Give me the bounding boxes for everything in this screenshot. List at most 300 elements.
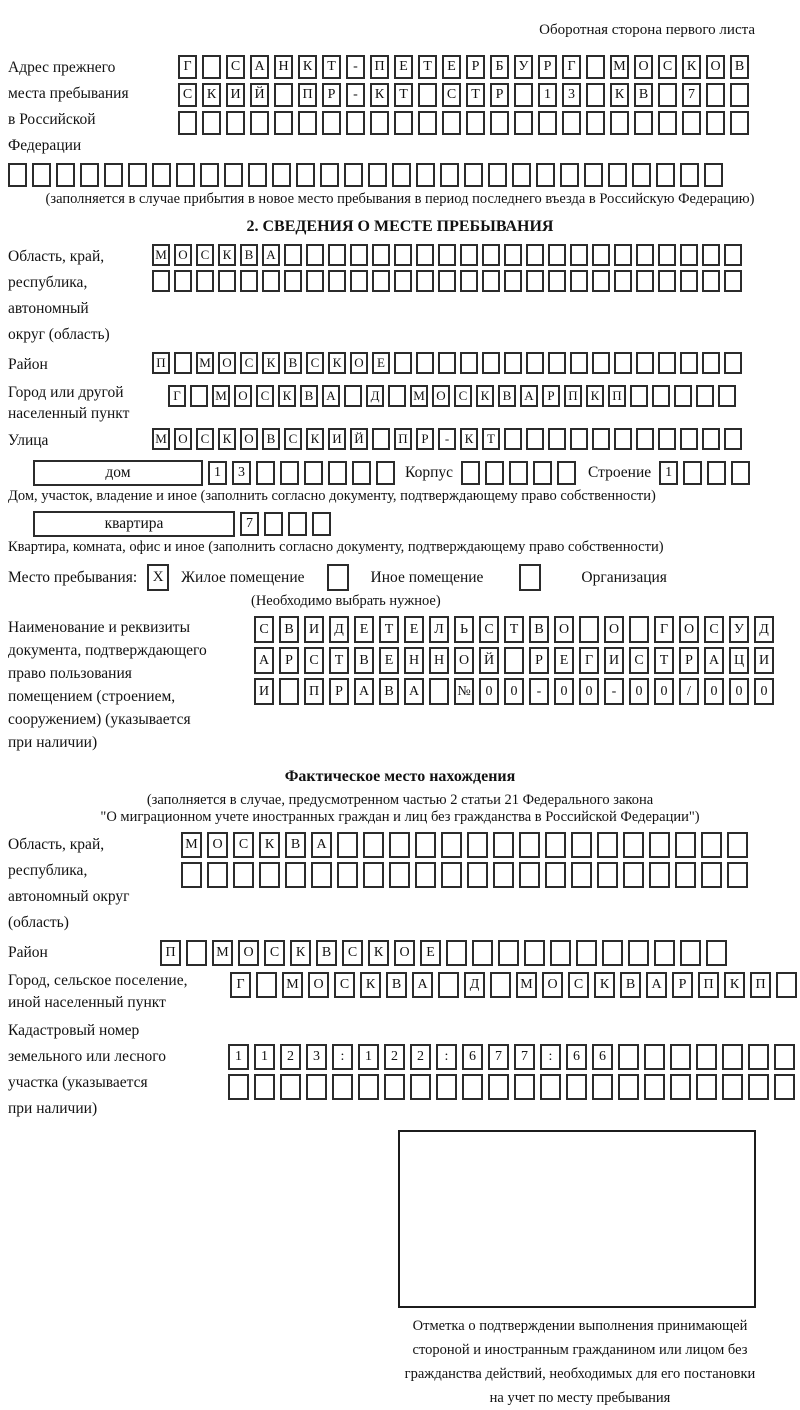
char-cell[interactable] — [250, 111, 269, 135]
char-cell[interactable]: К — [278, 385, 296, 407]
char-cell[interactable] — [438, 972, 459, 998]
char-cell[interactable]: 2 — [410, 1044, 431, 1070]
char-cell[interactable]: К — [586, 385, 604, 407]
char-cell[interactable]: К — [218, 428, 236, 450]
char-cell[interactable] — [226, 111, 245, 135]
char-cell[interactable] — [218, 270, 236, 292]
kvartira-box[interactable]: квартира — [33, 511, 235, 537]
char-cell[interactable] — [372, 428, 390, 450]
char-cell[interactable] — [416, 163, 435, 187]
char-cell[interactable] — [372, 270, 390, 292]
char-cell[interactable]: О — [394, 940, 415, 966]
char-cell[interactable]: К — [368, 940, 389, 966]
dom-box[interactable]: дом — [33, 460, 203, 486]
char-cell[interactable] — [644, 1044, 665, 1070]
char-cell[interactable]: 7 — [240, 512, 259, 536]
char-cell[interactable] — [389, 832, 410, 858]
char-cell[interactable]: Т — [504, 616, 524, 643]
char-cell[interactable]: Е — [554, 647, 574, 674]
char-cell[interactable]: С — [454, 385, 472, 407]
char-cell[interactable]: С — [254, 616, 274, 643]
char-cell[interactable] — [636, 428, 654, 450]
char-cell[interactable] — [384, 1074, 405, 1100]
char-cell[interactable]: П — [160, 940, 181, 966]
char-cell[interactable] — [579, 616, 599, 643]
prev-address-row-4[interactable] — [8, 163, 792, 187]
char-cell[interactable]: Р — [542, 385, 560, 407]
doc-row-2[interactable] — [254, 647, 774, 674]
char-cell[interactable] — [566, 1074, 587, 1100]
char-cell[interactable] — [259, 862, 280, 888]
char-cell[interactable] — [629, 616, 649, 643]
stroenie-cells[interactable] — [659, 461, 750, 485]
char-cell[interactable] — [634, 111, 653, 135]
char-cell[interactable] — [462, 1074, 483, 1100]
char-cell[interactable]: К — [259, 832, 280, 858]
char-cell[interactable] — [514, 111, 533, 135]
char-cell[interactable]: Ь — [454, 616, 474, 643]
char-cell[interactable] — [540, 1074, 561, 1100]
char-cell[interactable]: К — [218, 244, 236, 266]
char-cell[interactable] — [731, 461, 750, 485]
char-cell[interactable]: К — [360, 972, 381, 998]
char-cell[interactable]: К — [328, 352, 346, 374]
char-cell[interactable] — [519, 832, 540, 858]
char-cell[interactable]: И — [604, 647, 624, 674]
char-cell[interactable] — [394, 244, 412, 266]
char-cell[interactable] — [774, 1044, 795, 1070]
char-cell[interactable]: Д — [366, 385, 384, 407]
char-cell[interactable]: М — [212, 940, 233, 966]
char-cell[interactable]: 0 — [554, 678, 574, 705]
char-cell[interactable]: Л — [429, 616, 449, 643]
char-cell[interactable]: О — [604, 616, 624, 643]
char-cell[interactable] — [464, 163, 483, 187]
char-cell[interactable]: - — [346, 55, 365, 79]
char-cell[interactable]: В — [529, 616, 549, 643]
char-cell[interactable] — [675, 862, 696, 888]
char-cell[interactable] — [504, 270, 522, 292]
char-cell[interactable]: Г — [178, 55, 197, 79]
char-cell[interactable]: К — [298, 55, 317, 79]
char-cell[interactable] — [548, 428, 566, 450]
char-cell[interactable] — [514, 83, 533, 107]
char-cell[interactable] — [306, 1074, 327, 1100]
char-cell[interactable]: К — [476, 385, 494, 407]
char-cell[interactable] — [264, 512, 283, 536]
char-cell[interactable]: В — [316, 940, 337, 966]
char-cell[interactable]: А — [520, 385, 538, 407]
char-cell[interactable] — [584, 163, 603, 187]
char-cell[interactable] — [597, 862, 618, 888]
char-cell[interactable] — [652, 385, 670, 407]
char-cell[interactable] — [174, 270, 192, 292]
char-cell[interactable] — [658, 83, 677, 107]
char-cell[interactable] — [707, 461, 726, 485]
char-cell[interactable] — [702, 352, 720, 374]
char-cell[interactable]: Т — [466, 83, 485, 107]
char-cell[interactable] — [279, 678, 299, 705]
char-cell[interactable]: С — [342, 940, 363, 966]
char-cell[interactable] — [586, 55, 605, 79]
char-cell[interactable] — [186, 940, 207, 966]
char-cell[interactable] — [675, 832, 696, 858]
char-cell[interactable] — [597, 832, 618, 858]
char-cell[interactable] — [680, 163, 699, 187]
char-cell[interactable]: Е — [420, 940, 441, 966]
char-cell[interactable]: А — [704, 647, 724, 674]
char-cell[interactable] — [526, 270, 544, 292]
char-cell[interactable]: О — [634, 55, 653, 79]
char-cell[interactable]: И — [328, 428, 346, 450]
char-cell[interactable] — [280, 1074, 301, 1100]
korpus-cells[interactable] — [461, 461, 576, 485]
char-cell[interactable] — [644, 1074, 665, 1100]
char-cell[interactable] — [344, 385, 362, 407]
char-cell[interactable]: С — [284, 428, 302, 450]
char-cell[interactable] — [570, 352, 588, 374]
char-cell[interactable] — [415, 832, 436, 858]
place-type-checkbox-org[interactable] — [519, 564, 541, 591]
char-cell[interactable]: Г — [654, 616, 674, 643]
char-cell[interactable] — [436, 1074, 457, 1100]
char-cell[interactable] — [509, 461, 528, 485]
char-cell[interactable]: : — [332, 1044, 353, 1070]
char-cell[interactable]: М — [516, 972, 537, 998]
char-cell[interactable] — [570, 270, 588, 292]
char-cell[interactable] — [524, 940, 545, 966]
char-cell[interactable]: Р — [322, 83, 341, 107]
char-cell[interactable] — [724, 352, 742, 374]
char-cell[interactable]: К — [594, 972, 615, 998]
char-cell[interactable]: В — [634, 83, 653, 107]
char-cell[interactable] — [363, 862, 384, 888]
char-cell[interactable]: А — [322, 385, 340, 407]
char-cell[interactable] — [274, 111, 293, 135]
char-cell[interactable]: 7 — [514, 1044, 535, 1070]
char-cell[interactable]: А — [254, 647, 274, 674]
char-cell[interactable]: С — [568, 972, 589, 998]
char-cell[interactable] — [472, 940, 493, 966]
char-cell[interactable]: С — [479, 616, 499, 643]
char-cell[interactable] — [610, 111, 629, 135]
char-cell[interactable] — [248, 163, 267, 187]
char-cell[interactable]: С — [264, 940, 285, 966]
char-cell[interactable] — [312, 512, 331, 536]
char-cell[interactable] — [490, 111, 509, 135]
char-cell[interactable] — [592, 352, 610, 374]
char-cell[interactable]: - — [346, 83, 365, 107]
char-cell[interactable] — [636, 352, 654, 374]
char-cell[interactable]: С — [704, 616, 724, 643]
char-cell[interactable]: У — [514, 55, 533, 79]
char-cell[interactable] — [461, 461, 480, 485]
char-cell[interactable] — [545, 862, 566, 888]
char-cell[interactable] — [592, 1074, 613, 1100]
char-cell[interactable] — [306, 270, 324, 292]
char-cell[interactable] — [623, 862, 644, 888]
char-cell[interactable] — [636, 244, 654, 266]
char-cell[interactable] — [680, 244, 698, 266]
char-cell[interactable] — [533, 461, 552, 485]
char-cell[interactable] — [438, 270, 456, 292]
char-cell[interactable]: П — [304, 678, 324, 705]
char-cell[interactable] — [519, 862, 540, 888]
char-cell[interactable] — [202, 55, 221, 79]
char-cell[interactable] — [538, 111, 557, 135]
char-cell[interactable]: К — [202, 83, 221, 107]
char-cell[interactable]: 6 — [462, 1044, 483, 1070]
fact-oblast-row-2[interactable] — [181, 862, 748, 888]
fact-oblast-row-1[interactable] — [181, 832, 748, 858]
char-cell[interactable] — [608, 163, 627, 187]
char-cell[interactable]: 3 — [562, 83, 581, 107]
char-cell[interactable] — [674, 385, 692, 407]
char-cell[interactable] — [363, 832, 384, 858]
char-cell[interactable]: Р — [329, 678, 349, 705]
char-cell[interactable] — [304, 461, 323, 485]
char-cell[interactable] — [550, 940, 571, 966]
char-cell[interactable]: В — [284, 352, 302, 374]
char-cell[interactable] — [306, 244, 324, 266]
char-cell[interactable]: М — [152, 428, 170, 450]
char-cell[interactable]: К — [262, 352, 280, 374]
char-cell[interactable]: 1 — [208, 461, 227, 485]
char-cell[interactable]: Р — [672, 972, 693, 998]
char-cell[interactable]: Д — [754, 616, 774, 643]
char-cell[interactable]: К — [290, 940, 311, 966]
char-cell[interactable] — [128, 163, 147, 187]
char-cell[interactable] — [649, 832, 670, 858]
char-cell[interactable]: О — [542, 972, 563, 998]
char-cell[interactable] — [562, 111, 581, 135]
char-cell[interactable] — [429, 678, 449, 705]
char-cell[interactable]: 1 — [538, 83, 557, 107]
char-cell[interactable] — [504, 428, 522, 450]
char-cell[interactable] — [670, 1044, 691, 1070]
char-cell[interactable] — [416, 270, 434, 292]
char-cell[interactable] — [630, 385, 648, 407]
char-cell[interactable] — [392, 163, 411, 187]
char-cell[interactable] — [418, 83, 437, 107]
char-cell[interactable]: Г — [230, 972, 251, 998]
char-cell[interactable]: Т — [322, 55, 341, 79]
char-cell[interactable] — [774, 1074, 795, 1100]
char-cell[interactable]: Н — [274, 55, 293, 79]
char-cell[interactable] — [658, 111, 677, 135]
char-cell[interactable]: В — [300, 385, 318, 407]
char-cell[interactable] — [570, 428, 588, 450]
char-cell[interactable] — [658, 352, 676, 374]
char-cell[interactable] — [748, 1074, 769, 1100]
char-cell[interactable]: К — [460, 428, 478, 450]
char-cell[interactable] — [586, 111, 605, 135]
char-cell[interactable] — [623, 832, 644, 858]
char-cell[interactable] — [614, 244, 632, 266]
char-cell[interactable] — [654, 940, 675, 966]
char-cell[interactable] — [152, 270, 170, 292]
char-cell[interactable]: № — [454, 678, 474, 705]
char-cell[interactable]: Е — [404, 616, 424, 643]
char-cell[interactable] — [680, 270, 698, 292]
char-cell[interactable]: О — [240, 428, 258, 450]
char-cell[interactable]: П — [564, 385, 582, 407]
char-cell[interactable]: В — [285, 832, 306, 858]
char-cell[interactable] — [394, 111, 413, 135]
char-cell[interactable] — [504, 244, 522, 266]
char-cell[interactable] — [618, 1044, 639, 1070]
char-cell[interactable]: Г — [562, 55, 581, 79]
char-cell[interactable]: Е — [372, 352, 390, 374]
char-cell[interactable]: Н — [429, 647, 449, 674]
raion-row[interactable] — [152, 352, 742, 374]
char-cell[interactable]: О — [432, 385, 450, 407]
char-cell[interactable]: С — [334, 972, 355, 998]
char-cell[interactable] — [658, 270, 676, 292]
doc-row-3[interactable] — [254, 678, 774, 705]
char-cell[interactable] — [389, 862, 410, 888]
char-cell[interactable]: О — [554, 616, 574, 643]
char-cell[interactable] — [730, 83, 749, 107]
char-cell[interactable] — [344, 163, 363, 187]
char-cell[interactable] — [228, 1074, 249, 1100]
char-cell[interactable] — [614, 352, 632, 374]
char-cell[interactable]: А — [646, 972, 667, 998]
char-cell[interactable] — [702, 270, 720, 292]
char-cell[interactable]: П — [750, 972, 771, 998]
char-cell[interactable] — [285, 862, 306, 888]
char-cell[interactable] — [352, 461, 371, 485]
char-cell[interactable]: 1 — [228, 1044, 249, 1070]
char-cell[interactable] — [466, 111, 485, 135]
char-cell[interactable]: С — [196, 244, 214, 266]
char-cell[interactable] — [680, 428, 698, 450]
char-cell[interactable]: Р — [466, 55, 485, 79]
char-cell[interactable] — [512, 163, 531, 187]
char-cell[interactable] — [724, 270, 742, 292]
char-cell[interactable]: О — [350, 352, 368, 374]
char-cell[interactable] — [337, 832, 358, 858]
char-cell[interactable]: 0 — [654, 678, 674, 705]
char-cell[interactable]: Н — [404, 647, 424, 674]
char-cell[interactable] — [482, 270, 500, 292]
char-cell[interactable]: Т — [654, 647, 674, 674]
char-cell[interactable] — [190, 385, 208, 407]
char-cell[interactable] — [702, 244, 720, 266]
char-cell[interactable] — [526, 352, 544, 374]
char-cell[interactable]: В — [379, 678, 399, 705]
char-cell[interactable] — [727, 862, 748, 888]
char-cell[interactable] — [460, 244, 478, 266]
char-cell[interactable]: О — [174, 244, 192, 266]
char-cell[interactable] — [576, 940, 597, 966]
char-cell[interactable]: И — [254, 678, 274, 705]
char-cell[interactable]: / — [679, 678, 699, 705]
char-cell[interactable]: 0 — [479, 678, 499, 705]
char-cell[interactable]: А — [311, 832, 332, 858]
char-cell[interactable] — [284, 244, 302, 266]
char-cell[interactable] — [628, 940, 649, 966]
char-cell[interactable] — [442, 111, 461, 135]
char-cell[interactable] — [618, 1074, 639, 1100]
char-cell[interactable] — [682, 111, 701, 135]
char-cell[interactable]: К — [610, 83, 629, 107]
char-cell[interactable] — [724, 244, 742, 266]
char-cell[interactable] — [311, 862, 332, 888]
char-cell[interactable]: И — [754, 647, 774, 674]
char-cell[interactable] — [548, 270, 566, 292]
char-cell[interactable]: Р — [529, 647, 549, 674]
char-cell[interactable]: Д — [464, 972, 485, 998]
char-cell[interactable]: 2 — [280, 1044, 301, 1070]
char-cell[interactable]: О — [308, 972, 329, 998]
char-cell[interactable] — [526, 428, 544, 450]
char-cell[interactable]: Ц — [729, 647, 749, 674]
char-cell[interactable] — [670, 1074, 691, 1100]
char-cell[interactable]: И — [304, 616, 324, 643]
char-cell[interactable] — [322, 111, 341, 135]
char-cell[interactable] — [288, 512, 307, 536]
char-cell[interactable]: П — [298, 83, 317, 107]
char-cell[interactable] — [438, 352, 456, 374]
prev-address-row-3[interactable] — [178, 111, 749, 135]
char-cell[interactable] — [488, 163, 507, 187]
char-cell[interactable]: А — [354, 678, 374, 705]
char-cell[interactable] — [680, 352, 698, 374]
char-cell[interactable] — [256, 461, 275, 485]
char-cell[interactable] — [701, 832, 722, 858]
char-cell[interactable] — [548, 352, 566, 374]
char-cell[interactable] — [696, 1044, 717, 1070]
char-cell[interactable]: Т — [379, 616, 399, 643]
char-cell[interactable]: П — [394, 428, 412, 450]
char-cell[interactable] — [571, 832, 592, 858]
char-cell[interactable]: О — [207, 832, 228, 858]
char-cell[interactable] — [240, 270, 258, 292]
char-cell[interactable] — [614, 428, 632, 450]
char-cell[interactable]: В — [386, 972, 407, 998]
char-cell[interactable] — [196, 270, 214, 292]
char-cell[interactable] — [592, 244, 610, 266]
char-cell[interactable] — [482, 244, 500, 266]
char-cell[interactable]: Й — [350, 428, 368, 450]
char-cell[interactable]: О — [218, 352, 236, 374]
char-cell[interactable] — [748, 1044, 769, 1070]
char-cell[interactable]: 0 — [754, 678, 774, 705]
char-cell[interactable]: М — [181, 832, 202, 858]
char-cell[interactable] — [649, 862, 670, 888]
char-cell[interactable] — [656, 163, 675, 187]
kvartira-cells[interactable] — [240, 512, 331, 536]
char-cell[interactable] — [536, 163, 555, 187]
char-cell[interactable]: 0 — [504, 678, 524, 705]
char-cell[interactable] — [254, 1074, 275, 1100]
char-cell[interactable] — [704, 163, 723, 187]
char-cell[interactable]: П — [608, 385, 626, 407]
char-cell[interactable] — [368, 163, 387, 187]
char-cell[interactable]: С — [629, 647, 649, 674]
char-cell[interactable] — [592, 270, 610, 292]
char-cell[interactable]: 7 — [488, 1044, 509, 1070]
char-cell[interactable]: : — [540, 1044, 561, 1070]
gorod-row[interactable] — [168, 385, 736, 407]
char-cell[interactable]: В — [240, 244, 258, 266]
char-cell[interactable]: С — [658, 55, 677, 79]
char-cell[interactable]: 2 — [384, 1044, 405, 1070]
char-cell[interactable]: 0 — [729, 678, 749, 705]
char-cell[interactable] — [272, 163, 291, 187]
prev-address-row-1[interactable] — [178, 55, 749, 79]
